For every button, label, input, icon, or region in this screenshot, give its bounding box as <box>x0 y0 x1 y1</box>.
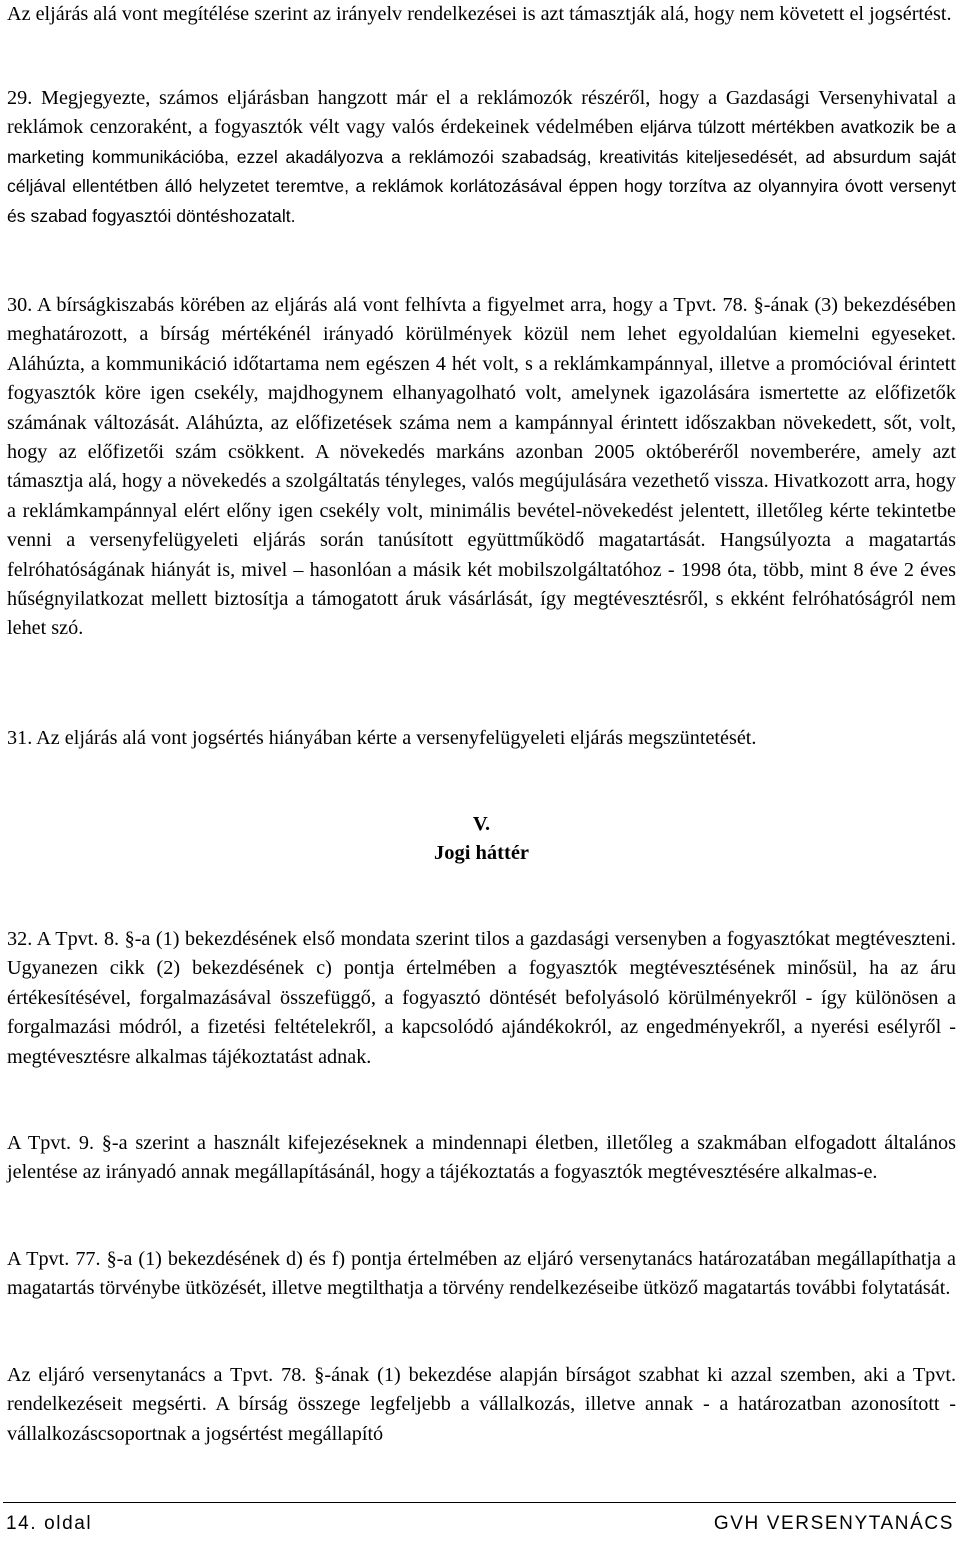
paragraph-tpvt-78: Az eljáró versenytanács a Tpvt. 78. §-ának (1) bekezdése alapján bírságot szabhat ki azzal szemben, aki a Tpvt. rendelkezéseit megsérti. A bírság összege legfeljebb a vállalkozás, illetve annak - a határozatban azonosított - vállalkozáscsoportnak a jogsértést megállapító <box>7 1364 956 1445</box>
paragraph-29 <box>7 84 956 231</box>
section-heading <box>7 810 956 868</box>
paragraph-tpvt-9: A Tpvt. 9. §-a szerint a használt kifejezéseknek a mindennapi életben, illetőleg a szakmában elfogadott általános jelentése az irányadó annak megállapításánál, hogy a tájékoztatás a fogyasztók megtévesztésére alkalmas-e. <box>7 1132 956 1184</box>
paragraph-tpvt-77: A Tpvt. 77. §-a (1) bekezdésének d) és f) pontja értelmében az eljáró versenytanács határozatában megállapíthatja a magatartás törvénybe ütközését, illetve megtilthatja a törvény rendelkezéseibe ütköző magatartás további folytatását. <box>7 1248 956 1300</box>
page-number: 14. oldal <box>6 1513 93 1534</box>
footer-divider <box>3 1502 956 1503</box>
paragraph-29-number: 29. <box>7 87 33 109</box>
section-title: Jogi háttér <box>433 842 530 864</box>
intro-paragraph: Az eljárás alá vont megítélése szerint az irányelv rendelkezései is azt támasztják alá, hogy nem követett el jogsértést. <box>7 3 952 25</box>
footer-issuer: GVH VERSENYTANÁCS <box>713 1513 954 1534</box>
section-number: V. <box>472 813 491 835</box>
paragraph-31: 31. Az eljárás alá vont jogsértés hiányában kérte a versenyfelügyeleti eljárás megszüntetését. <box>7 727 757 749</box>
paragraph-29-part-b: eljárva túlzott mértékben avatkozik be a marketing kommunikációba, ezzel akadályozva a reklámozói szabadság, kreativitás kiteljesedését, ad absurdum saját céljával ellentétben álló helyzetet teremtve, a reklámok korlátozásával éppen hogy torzítva az olyannyira óvott versenyt és szabad fogyasztói döntéshozatalt. <box>7 117 957 226</box>
paragraph-32: 32. A Tpvt. 8. §-a (1) bekezdésének első mondata szerint tilos a gazdasági versenyben a fogyasztókat megtéveszteni. Ugyanezen cikk (2) bekezdésének c) pontja értelmében a fogyasztók megtévesztésének minősül, ha az áru értékesítésével, forgalmazásával összefüggő, a fogyasztó döntését befolyásoló körülményekről - így különösen a forgalmazási módról, a fizetési feltételekről, a kapcsolódó ajándékokról, az engedményekről, a nyerési esélyről - megtévesztésre alkalmas tájékoztatást adnak. <box>7 928 956 1068</box>
paragraph-30: 30. A bírságkiszabás körében az eljárás alá vont felhívta a figyelmet arra, hogy a Tpvt. 78. §-ának (3) bekezdésében meghatározott, a bírság mértékénél irányadó körülmények közül nem lehet egyoldalúan kiemelni egyeseket. Aláhúzta, a kommunikáció időtartama nem egészen 4 hét volt, s a reklámkampánnyal, illetve a promócióval érintett fogyasztók köre igen csekély, majdhogynem elhanyagolható volt, amelynek igazolására ismertette az előfizetők számának változását. Aláhúzta, az előfizetések száma nem a kampánnyal érintett időszakban növekedett, sőt, volt, hogy az előfizetői szám csökkent. A növekedés markáns azonban 2005 októberéről novemberére, amely azt támasztja alá, hogy a növekedés a szolgáltatás tényleges, valós megújulására vezethető vissza. Hivatkozott arra, hogy a reklámkampánnyal elért előny igen csekély volt, minimális bevétel-növekedést jelentett, illetőleg kérte tekintetbe venni a versenyfelügyeleti eljárás során tanúsított együttműködő magatartását. Hangsúlyozta a magatartás felróhatóságának hiányát is, mivel – hasonlóan a másik két mobilszolgáltatóhoz - 1998 óta, több, mint 8 éve 2 éves hűségnyilatkozat mellett biztosítja a támogatott áruk vásárlását, így megtévesztésről, s ekként felróhatóságról nem lehet szó. <box>7 294 956 640</box>
paragraph-29-part-a: Megjegyezte, számos eljárásban hangzott már el a reklámozók részéről, hogy a Gazdasági Versenyhivatal a reklámok cenzoraként, a fogyasztók vélt vagy valós érdekeinek védelmében <box>7 87 956 139</box>
